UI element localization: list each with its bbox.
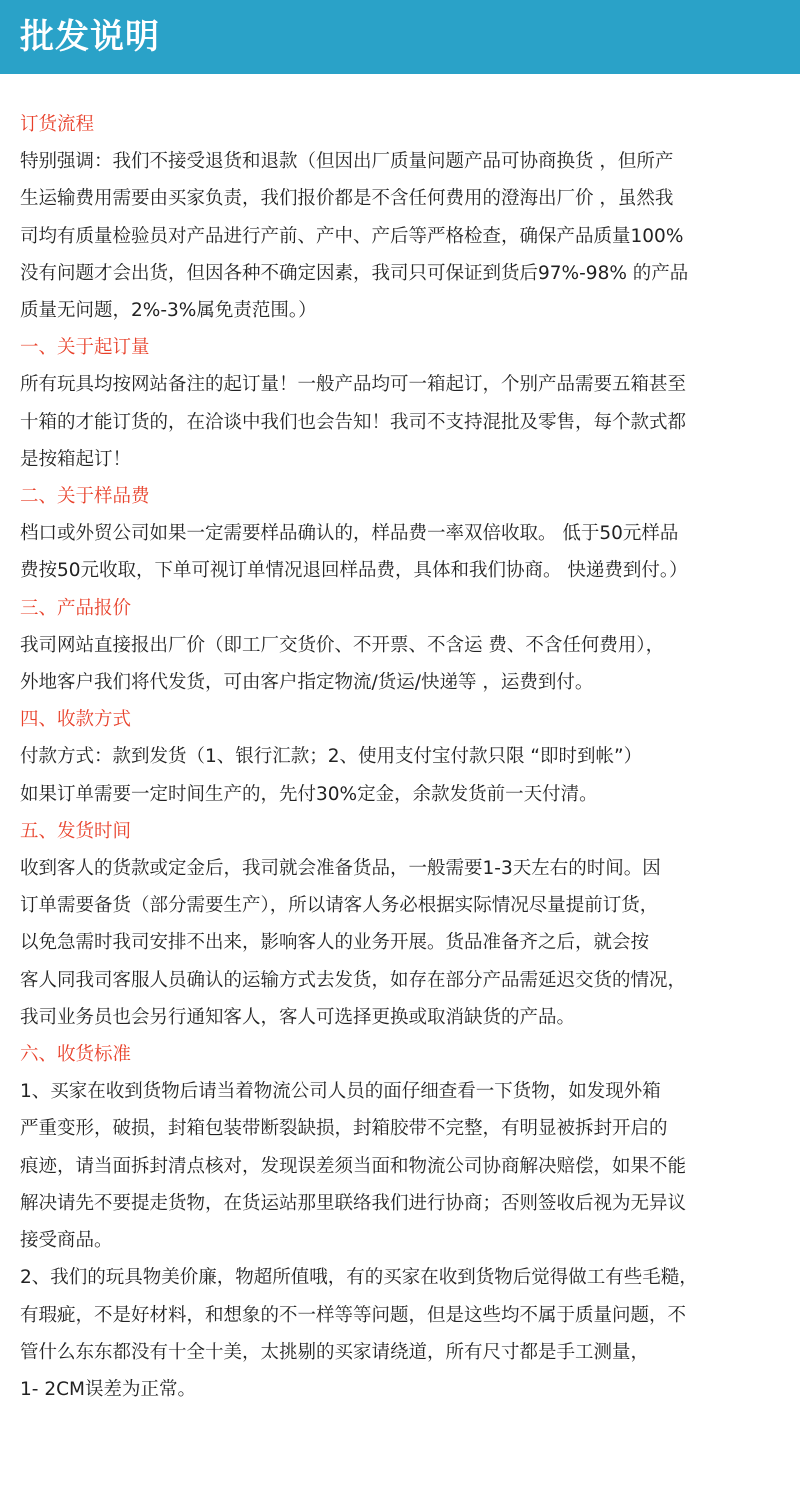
section-heading: 二、关于样品费 <box>20 486 150 508</box>
paragraph-line: 司均有质量检验员对产品进行产前、产中、产后等严格检查，确保产品质量100% <box>20 225 684 247</box>
paragraph-line: 订单需要备货（部分需要生产），所以请客人务必根据实际情况尽量提前订货， <box>20 895 659 917</box>
paragraph-line: 没有问题才会出货，但因各种不确定因素，我司只可保证到货后97%-98% 的产品 <box>20 262 689 284</box>
section-heading: 六、收货标准 <box>20 1044 132 1066</box>
paragraph-line: 质量无问题，2%-3%属免责范围。） <box>20 300 317 322</box>
paragraph-line: 特别强调：我们不接受退货和退款（但因出厂质量问题产品可协商换货 ，但所产 <box>20 151 674 173</box>
paragraph-line: 如果订单需要一定时间生产的，先付30%定金，余款发货前一天付清。 <box>20 783 598 805</box>
header-banner <box>0 0 800 74</box>
paragraph-line: 管什么东东都没有十全十美，太挑剔的买家请绕道，所有尺寸都是手工测量， <box>20 1341 650 1363</box>
paragraph-line: 接受商品。 <box>20 1230 113 1252</box>
paragraph-line: 2、我们的玩具物美价廉，物超所值哦，有的买家在收到货物后觉得做工有些毛糙， <box>20 1267 698 1289</box>
wholesale-instructions <box>20 106 792 1408</box>
paragraph-line: 有瑕疵，不是好材料，和想象的不一样等等问题，但是这些均不属于质量问题，不 <box>20 1304 687 1326</box>
paragraph-line: 以免急需时我司安排不出来，影响客人的业务开展。货品准备齐之后，就会按 <box>20 932 650 954</box>
paragraph-line: 收到客人的货款或定金后，我司就会准备货品，一般需要1-3天左右的时间。因 <box>20 858 661 880</box>
paragraph-line: 所有玩具均按网站备注的起订量！一般产品均可一箱起订，个别产品需要五箱甚至 <box>20 374 687 396</box>
paragraph-line: 我司业务员也会另行通知客人，客人可选择更换或取消缺货的产品。 <box>20 1006 576 1028</box>
paragraph-line: 我司网站直接报出厂价（即工厂交货价、不开票、不含运 费、不含任何费用）， <box>20 634 665 656</box>
section-heading: 五、发货时间 <box>20 820 132 842</box>
paragraph-line: 付款方式：款到发货（1、银行汇款；2、使用支付宝付款只限 “即时到帐”） <box>20 746 643 768</box>
paragraph-line: 严重变形，破损，封箱包装带断裂缺损，封箱胶带不完整，有明显被拆封开启的 <box>20 1118 668 1140</box>
paragraph-line: 十箱的才能订货的，在洽谈中我们也会告知！我司不支持混批及零售，每个款式都 <box>20 411 687 433</box>
section-heading: 一、关于起订量 <box>20 337 150 359</box>
paragraph-line: 解决请先不要提走货物，在货运站那里联络我们进行协商；否则签收后视为无异议 <box>20 1192 687 1214</box>
page-title: 批发说明 <box>20 17 160 57</box>
paragraph-line: 痕迹，请当面拆封清点核对，发现误差须当面和物流公司协商解决赔偿，如果不能 <box>20 1155 687 1177</box>
paragraph-line: 客人同我司客服人员确认的运输方式去发货，如存在部分产品需延迟交货的情况， <box>20 969 687 991</box>
paragraph-line: 1- 2CM误差为正常。 <box>20 1378 196 1400</box>
paragraph-line: 1、买家在收到货物后请当着物流公司人员的面仔细查看一下货物，如发现外箱 <box>20 1081 661 1103</box>
paragraph-line: 档口或外贸公司如果一定需要样品确认的，样品费一率双倍收取。 低于50元样品 <box>20 523 679 545</box>
paragraph-line: 费按50元收取，下单可视订单情况退回样品费，具体和我们协商。 快递费到付。） <box>20 560 688 582</box>
paragraph-line: 是按箱起订！ <box>20 448 132 470</box>
section-heading: 三、产品报价 <box>20 597 132 619</box>
paragraph-line: 生运输费用需要由买家负责，我们报价都是不含任何费用的澄海出厂价 ，虽然我 <box>20 188 674 210</box>
section-heading: 订货流程 <box>20 114 95 135</box>
paragraph-line: 外地客户我们将代发货，可由客户指定物流/货运/快递等 ，运费到付。 <box>20 672 594 694</box>
section-heading: 四、收款方式 <box>20 709 132 731</box>
